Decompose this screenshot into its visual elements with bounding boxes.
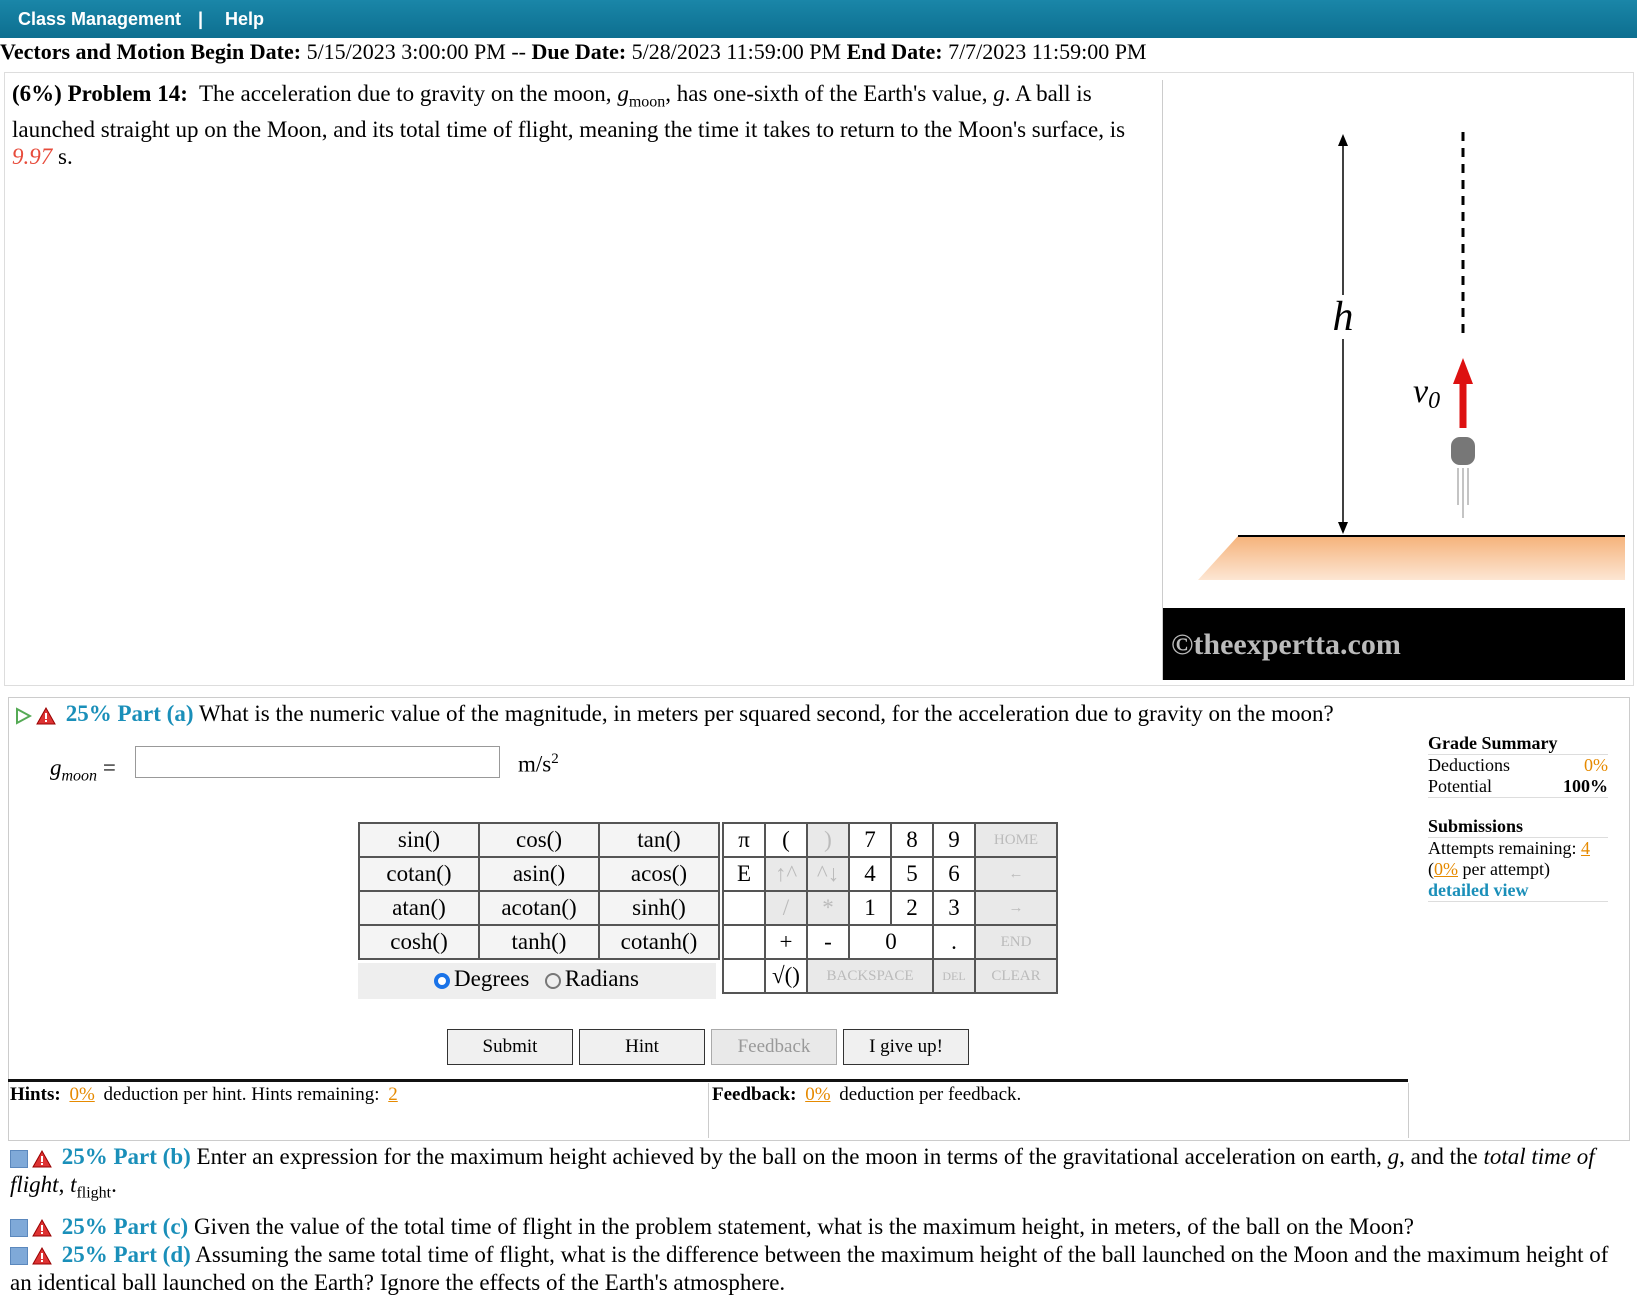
hints-text: deduction per hint. Hints remaining:	[103, 1084, 380, 1105]
grade-summary-title: Grade Summary	[1428, 733, 1608, 755]
potential-row: Potential 100%	[1428, 776, 1608, 796]
begin-date: 5/15/2023 3:00:00 PM	[306, 39, 506, 64]
g-moon-symbol: g	[617, 81, 629, 106]
problem-text-2: , has one-sixth of the Earth's value,	[665, 81, 988, 106]
per-attempt: (0% per attempt)	[1428, 859, 1550, 879]
collapsed-part-icon[interactable]	[10, 1219, 28, 1237]
feedback-button[interactable]: Feedback	[711, 1029, 837, 1065]
assignment-title: Vectors and Motion	[0, 39, 185, 64]
key-tanh[interactable]: tanh()	[479, 925, 599, 959]
key-tan[interactable]: tan()	[599, 823, 719, 857]
key-down[interactable]: ^↓	[807, 857, 849, 891]
key-7[interactable]: 7	[849, 823, 891, 857]
grade-summary	[1428, 733, 1608, 902]
end-date-label: End Date:	[846, 39, 943, 64]
key-rparen[interactable]: )	[807, 823, 849, 857]
key-5[interactable]: 5	[891, 857, 933, 891]
due-date: 5/28/2023 11:59:00 PM	[631, 39, 842, 64]
height-arrow-bottom	[1338, 522, 1348, 534]
key-del[interactable]: DEL	[933, 959, 975, 993]
part-a-label: 25% Part (a)	[65, 701, 194, 726]
begin-date-label: Begin Date:	[190, 39, 302, 64]
date-separator: --	[511, 39, 526, 64]
feedback-text: deduction per feedback.	[839, 1084, 1022, 1105]
ball	[1451, 437, 1475, 465]
key-asin[interactable]: asin()	[479, 857, 599, 891]
problem-text-1: The acceleration due to gravity on the moon,	[198, 81, 612, 106]
key-up[interactable]: ↑^	[765, 857, 807, 891]
expand-triangle-icon[interactable]	[14, 707, 32, 725]
part-d-text: Assuming the same total time of flight, what is the difference between the maximum height of the ball launched on the Moon and the maximum height of an identical ball launched on the Earth? Ignore the effects of the Earth's atmosphere.	[10, 1241, 1609, 1295]
key-home[interactable]: HOME	[975, 823, 1057, 857]
key-backspace[interactable]: BACKSPACE	[807, 959, 933, 993]
copyright-text: ©theexpertta.com	[1171, 628, 1401, 661]
key-cos[interactable]: cos()	[479, 823, 599, 857]
submissions-title: Submissions	[1428, 816, 1608, 838]
warning-icon	[32, 1247, 52, 1265]
problem-figure	[1162, 80, 1625, 680]
help-link[interactable]: Help	[225, 9, 265, 29]
key-sin[interactable]: sin()	[359, 823, 479, 857]
key-acos[interactable]: acos()	[599, 857, 719, 891]
key-dot[interactable]: .	[933, 925, 975, 959]
problem-label: Problem 14:	[67, 81, 188, 106]
assignment-date-bar	[0, 38, 1147, 66]
submit-button[interactable]: Submit	[447, 1029, 573, 1065]
key-divide[interactable]: /	[765, 891, 807, 925]
h-label: h	[1332, 294, 1354, 340]
other-parts	[10, 1143, 1630, 1297]
key-cosh[interactable]: cosh()	[359, 925, 479, 959]
key-right-arrow[interactable]: →	[975, 891, 1057, 925]
feedback-deduction: 0%	[805, 1084, 831, 1105]
flight-time-unit: s.	[58, 143, 73, 169]
key-blank-2	[723, 925, 765, 959]
warning-icon	[32, 1219, 52, 1237]
key-clear[interactable]: CLEAR	[975, 959, 1057, 993]
part-d-label: 25% Part (d)	[61, 1241, 191, 1267]
problem-weight: (6%)	[12, 81, 62, 106]
height-arrow-top	[1338, 134, 1348, 146]
key-blank-3	[723, 959, 765, 993]
key-sqrt[interactable]: √()	[765, 959, 807, 993]
key-end[interactable]: END	[975, 925, 1057, 959]
key-3[interactable]: 3	[933, 891, 975, 925]
key-plus[interactable]: +	[765, 925, 807, 959]
part-a-text: What is the numeric value of the magnitude, in meters per squared second, for the acceleration due to gravity on the moon?	[198, 701, 1334, 726]
top-nav-bar	[0, 0, 1637, 38]
hints-label: Hints:	[10, 1084, 61, 1105]
feedback-info	[712, 1084, 1021, 1106]
hints-info	[10, 1084, 402, 1106]
key-pi[interactable]: π	[723, 823, 765, 857]
part-c-text: Given the value of the total time of flight in the problem statement, what is the maximum height, in meters, of the ball on the Moon?	[193, 1213, 1414, 1239]
collapsed-part-icon[interactable]	[10, 1150, 28, 1168]
answer-variable: $g_{moon}$ =	[50, 755, 116, 785]
key-9[interactable]: 9	[933, 823, 975, 857]
key-1[interactable]: 1	[849, 891, 891, 925]
problem-text-3: . A ball is launched straight up on the Moon, and its total time of flight, meaning the time it takes to return to the Moon's surface, is	[12, 81, 1126, 142]
part-c[interactable]	[10, 1213, 1630, 1241]
key-sinh[interactable]: sinh()	[599, 891, 719, 925]
hints-remaining: 2	[388, 1084, 398, 1105]
hints-feedback-separator	[708, 1083, 709, 1138]
ball-launch-diagram	[1163, 80, 1625, 680]
answer-input[interactable]	[135, 746, 500, 778]
hints-divider	[8, 1079, 1408, 1082]
g-moon-subscript: moon	[628, 93, 666, 111]
key-E[interactable]: E	[723, 857, 765, 891]
part-b-text: Enter an expression for the maximum height achieved by the ball on the moon in terms of the gravitational acceleration on earth,	[196, 1144, 1382, 1169]
velocity-arrow-head	[1453, 358, 1473, 384]
degrees-label: Degrees	[454, 966, 530, 991]
part-c-label: 25% Part (c)	[61, 1213, 189, 1239]
part-b[interactable]: 25% Part (b) Enter an expression for the maximum height achieved by the ball on the moon in terms of the gravitational acceleration on earth, g, and the total time of flight, $t_{flight}$.	[10, 1144, 1595, 1202]
key-acotan[interactable]: acotan()	[479, 891, 599, 925]
end-date: 7/7/2023 11:59:00 PM	[948, 39, 1147, 64]
moon-surface	[1198, 536, 1625, 580]
attempts-remaining: Attempts remaining: 4	[1428, 838, 1590, 858]
give-up-button[interactable]: I give up!	[843, 1029, 969, 1065]
key-atan[interactable]: atan()	[359, 891, 479, 925]
due-date-label: Due Date:	[531, 39, 627, 64]
key-cotan[interactable]: cotan()	[359, 857, 479, 891]
problem-statement	[12, 80, 1142, 170]
key-4[interactable]: 4	[849, 857, 891, 891]
key-6[interactable]: 6	[933, 857, 975, 891]
degrees-radio[interactable]	[434, 973, 450, 989]
collapsed-part-icon[interactable]	[10, 1247, 28, 1265]
key-cotanh[interactable]: cotanh()	[599, 925, 719, 959]
flight-time-value: 9.97	[12, 143, 53, 169]
radians-radio[interactable]	[545, 973, 561, 989]
function-keypad	[358, 822, 720, 960]
g-symbol: g	[993, 81, 1005, 106]
warning-icon	[32, 1150, 52, 1168]
key-minus[interactable]: -	[807, 925, 849, 959]
part-b-label: 25% Part (b)	[61, 1144, 191, 1169]
feedback-right-separator	[1408, 1083, 1409, 1138]
key-multiply[interactable]: *	[807, 891, 849, 925]
key-blank-1	[723, 891, 765, 925]
part-a-question	[14, 699, 1334, 729]
feedback-label: Feedback:	[712, 1084, 797, 1105]
numeric-keypad	[722, 822, 1058, 994]
answer-units: $m/s^2$	[518, 751, 559, 777]
angle-mode	[430, 966, 639, 992]
deductions-row: Deductions 0%	[1428, 755, 1608, 775]
radians-label: Radians	[564, 966, 639, 991]
nav-separator: |	[198, 9, 204, 29]
part-d[interactable]	[10, 1241, 1630, 1297]
v0-label: v0	[1413, 373, 1441, 414]
key-left-arrow[interactable]: ←	[975, 857, 1057, 891]
class-management-link[interactable]: Class Management	[18, 9, 182, 29]
warning-icon	[36, 707, 56, 725]
key-lparen[interactable]: (	[765, 823, 807, 857]
key-8[interactable]: 8	[891, 823, 933, 857]
hint-button[interactable]: Hint	[579, 1029, 705, 1065]
hint-deduction: 0%	[69, 1084, 95, 1105]
detailed-view-link[interactable]: detailed view	[1428, 880, 1608, 902]
key-0[interactable]: 0	[849, 925, 933, 959]
key-2[interactable]: 2	[891, 891, 933, 925]
